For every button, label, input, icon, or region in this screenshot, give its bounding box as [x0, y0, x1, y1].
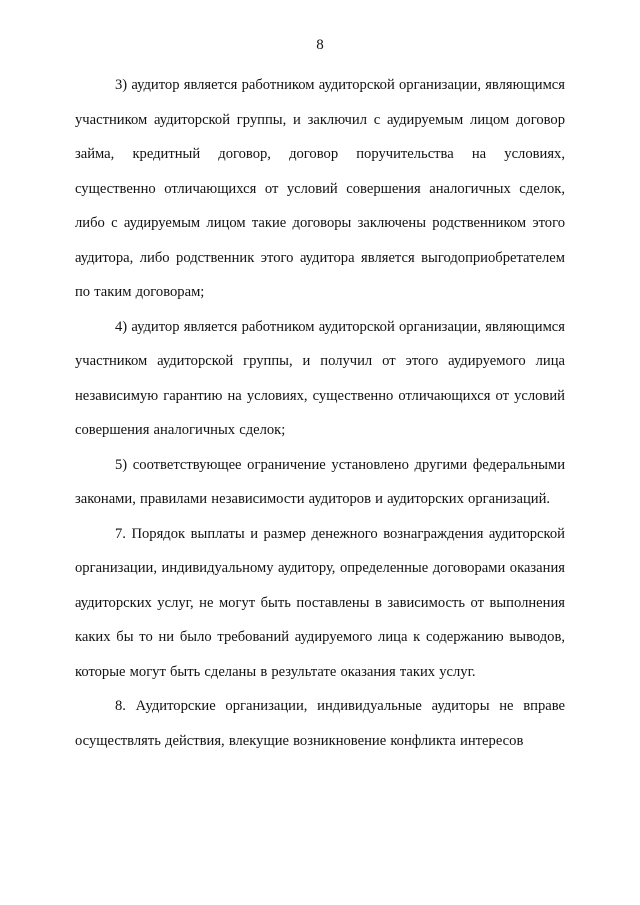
- paragraph-item-5: 5) соответствующее ограничение установлено другими федеральными законами, правилами независимости аудиторов и аудиторских организаций.: [75, 456, 565, 507]
- paragraph-section-8: 8. Аудиторские организации, индивидуальные аудиторы не вправе осуществлять действия, влекущие возникновение конфликта интересов: [75, 698, 565, 749]
- document-body: [75, 68, 565, 758]
- paragraph-item-3: 3) аудитор является работником аудиторской организации, являющимся участником аудиторской группы, и заключил с аудируемым лицом договор займа, кредитный договор, договор поручительства на условиях, существенно отличающихся от условий совершения аналогичных сделок, либо с аудируемым лицом такие договоры заключены родственником этого аудитора, либо родственник этого аудитора является выгодоприобретателем по таким договорам;: [75, 77, 565, 300]
- page-number: 8: [316, 37, 324, 53]
- paragraph-item-4: 4) аудитор является работником аудиторской организации, являющимся участником аудиторской группы, и получил от этого аудируемого лица независимую гарантию на условиях, существенно отличающихся от условий совершения аналогичных сделок;: [75, 318, 565, 438]
- paragraph-section-7: 7. Порядок выплаты и размер денежного вознаграждения аудиторской организации, индивидуальному аудитору, определенные договорами оказания аудиторских услуг, не могут быть поставлены в зависимость от выполнения каких бы то ни было требований аудируемого лица к содержанию выводов, которые могут быть сделаны в результате оказания таких услуг.: [75, 525, 565, 680]
